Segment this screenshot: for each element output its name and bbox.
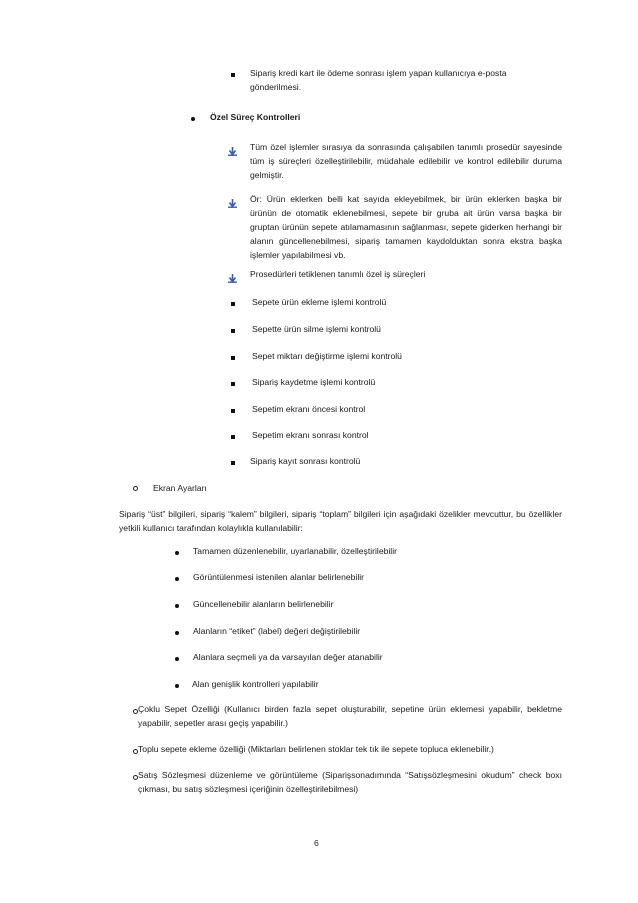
square-bullet-icon [231,435,235,439]
page-number: 6 [314,838,319,848]
list-item: Sipariş kaydetme işlemi kontrolü [252,377,376,387]
list-item: Tüm özel işlemler sırasıya da sonrasında çalışabilen tanımlı prosedür sayesinde tüm iş süreçleri özelleştirilebilir, müdahale edilebilir ve kontrol edilebilir duruma gelmiştir. [250,142,562,180]
dot-bullet-icon [175,631,179,635]
list-item: Güncellenebilir alanların belirlenebilir [193,599,334,609]
square-bullet-icon [231,461,235,465]
list-item: Sepetim ekranı sonrası kontrol [252,430,369,440]
square-bullet-icon [231,302,235,306]
paragraph: Sipariş “üst” bilgileri, sipariş “kalem” bilgileri, sipariş “toplam” bilgileri için aşağıdaki özelikler mevcuttur, bu özellikler yetkili kullanıcı tarafından kolaylıkla kullanılabilir: [119,509,562,533]
arrow-bullet-icon [228,199,237,208]
arrow-bullet-icon [228,274,237,283]
dot-bullet-icon [191,117,195,121]
list-item: Satış Sözleşmesi düzenleme ve görüntüleme (Siparişsonadımında “Satışsözleşmesini okudum” check boxı çıkması, bu satış sözleşmesi içeriğinin özelleştirilebilmesi) [138,770,562,794]
square-bullet-icon [231,382,235,386]
section-heading: Ekran Ayarları [153,483,207,493]
list-item: Sepetim ekranı öncesi kontrol [252,404,366,414]
list-item: Alan genişlik kontrolleri yapılabilir [192,679,319,689]
dot-bullet-icon [175,604,179,608]
dot-bullet-icon [175,657,179,661]
section-heading: Özel Süreç Kontrolleri [210,112,301,122]
square-bullet-icon [231,356,235,360]
list-item: Prosedürleri tetiklenen tanımlı özel iş süreçleri [250,269,426,279]
list-item: Sipariş kredi kart ile ödeme sonrası işlem yapan kullanıcıya e-posta gönderilmesi. [250,68,507,92]
list-item: Tamamen düzenlenebilir, uyarlanabilir, özelleştirilebilir [193,546,397,556]
dot-bullet-icon [175,684,179,688]
dot-bullet-icon [175,551,179,555]
list-item: Çoklu Sepet Özelliği (Kullanıcı birden fazla sepet oluşturabilir, sepetine ürün eklemesi yapabilir, bekletme yapabilir, sepetler arası geçiş yapabilir.) [138,704,562,728]
arrow-bullet-icon [228,147,237,156]
list-item: Alanların “etiket” (label) değeri değiştirilebilir [193,626,361,636]
list-item: Alanlara seçmeli ya da varsayılan değer atanabilir [193,652,383,662]
circle-bullet-icon [133,486,138,491]
list-item: Sepette ürün silme işlemi kontrolü [252,324,381,334]
list-item: Sipariş kayıt sonrası kontrolü [250,456,361,466]
square-bullet-icon [231,409,235,413]
list-item: Sepete ürün ekleme işlemi kontrolü [252,297,387,307]
square-bullet-icon [231,329,235,333]
list-item: Toplu sepete ekleme özelliği (Miktarları belirlenen stoklar tek tık ile sepete topluca eklenebilir.) [138,744,494,754]
square-bullet-icon [231,73,235,77]
dot-bullet-icon [175,577,179,581]
list-item: Görüntülenmesi istenilen alanlar belirlenebilir [193,572,365,582]
list-item: Sepet miktarı değiştirme işlemi kontrolü [252,351,402,361]
list-item: Ör: Ürün eklerken belli kat sayıda ekleyebilmek, bir ürün eklerken başka bir ürünün de otomatik eklenebilmesi, sepete bir gruba ait ürün varsa başka bir gruptan ürünün sepete atılamamasının sağlanması, sepete giderken herhangi bir alanın güncellenebilmesi, sipariş tamamen kaydolduktan sonra ekstra başka işlemler yapılabilmesi vb. [250,194,562,260]
